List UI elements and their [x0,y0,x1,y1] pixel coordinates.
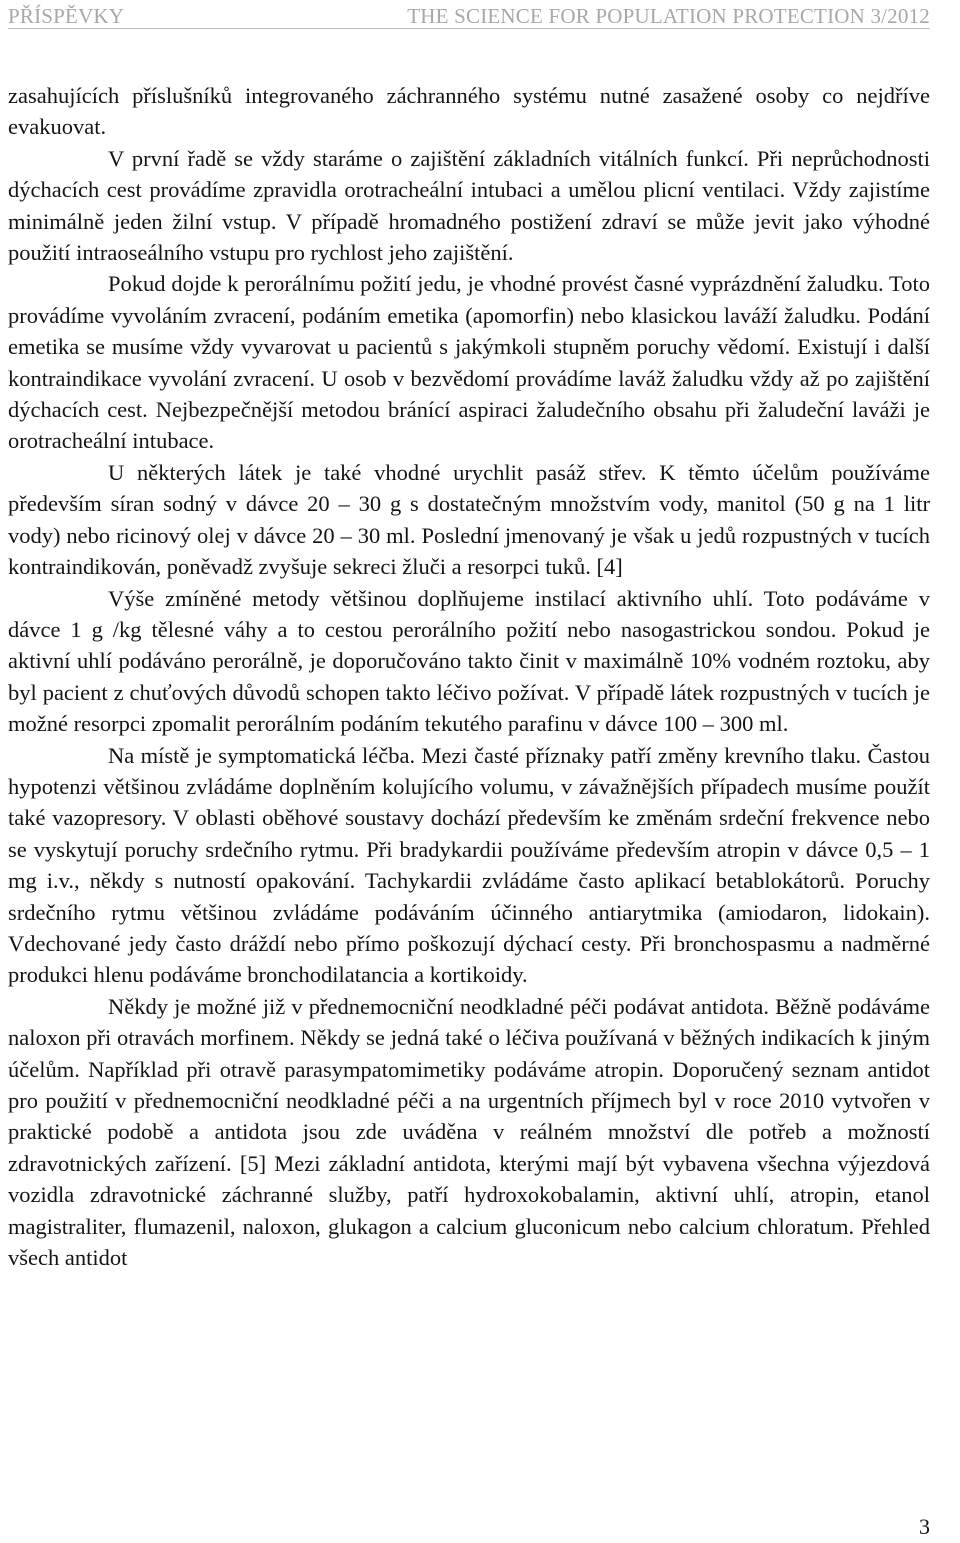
paragraph: Pokud dojde k perorálnímu požití jedu, je vhodné provést časné vyprázdnění žaludku. Toto provádíme vyvoláním zvracení, podáním emetika (apomorfin) nebo klasickou laváží žaludku. Podání emetika se musíme vždy vyvarovat u pacientů s jakýmkoli stupněm poruchy vědomí. Existují i další kontraindikace vyvolání zvracení. U osob v bezvědomí provádíme laváž žaludku vždy až po zajištění dýchacích cest. Nejbezpečnější metodou bránící aspiraci žaludečního obsahu při žaludeční laváži je orotracheální intubace. [8,271,930,454]
header-section: PŘÍSPĚVKY [8,4,125,28]
page-number: 3 [919,1514,930,1539]
header-journal: THE SCIENCE FOR POPULATION PROTECTION 3/2012 [407,4,930,28]
paragraph: U některých látek je také vhodné urychlit pasáž střev. K těmto účelům používáme především síran sodný v dávce 20 – 30 g s dostatečným množstvím vody, manitol (50 g na 1 litr vody) nebo ricinový olej v dávce 20 – 30 ml. Poslední jmenovaný je však u jedů rozpustných v tucích kontraindikován, poněvadž zvyšuje sekreci žluči a resorpci tuků. [4] [8,459,930,580]
paragraph: Výše zmíněné metody většinou doplňujeme instilací aktivního uhlí. Toto podáváme v dávce 1 g /kg tělesné váhy a to cestou perorálního požití nebo nasogastrickou sondou. Pokud je aktivní uhlí podáváno perorálně, je doporučováno takto činit v maximálně 10% vodném roztoku, aby byl pacient z chuťových důvodů schopen takto léčivo požívat. V případě látek rozpustných v tucích je možné resorpci zpomalit perorálním podáním tekutého parafinu v dávce 100 – 300 ml. [8,585,930,737]
paragraph: zasahujících příslušníků integrovaného záchranného systému nutné zasažené osoby co nejdříve evakuovat. [8,83,930,140]
paragraph: V první řadě se vždy staráme o zajištění základních vitálních funkcí. Při neprůchodnosti dýchacích cest provádíme zpravidla orotracheální intubaci a umělou plicní ventilaci. Vždy zajistíme minimálně jeden žilní vstup. V případě hromadného postižení zdraví se může jevit jako výhodné použití intraoseálního vstupu pro rychlost jeho zajištění. [8,145,930,266]
paragraph: Na místě je symptomatická léčba. Mezi časté příznaky patří změny krevního tlaku. Častou hypotenzi většinou zvládáme doplněním kolujícího volumu, v závažnějších případech musíme použít také vazopresory. V oblasti oběhové soustavy dochází především ke změnám srdeční frekvence nebo se vyskytují poruchy srdečního rytmu. Při bradykardii používáme především atropin v dávce 0,5 – 1 mg i.v., někdy s nutností opakování. Tachykardii zvládáme často aplikací betablokátorů. Poruchy srdečního rytmu většinou zvládáme podáváním účinného antiarytmika (amiodaron, lidokain). Vdechované jedy často dráždí nebo přímo poškozují dýchací cesty. Při bronchospasmu a nadměrné produkci hlenu podáváme bronchodilatancia a kortikoidy. [8,742,930,988]
paragraph: Někdy je možné již v přednemocniční neodkladné péči podávat antidota. Běžně podáváme naloxon při otravách morfinem. Někdy se jedná také o léčiva používaná v běžných indikacích k jiným účelům. Například při otravě parasympatomimetiky podáváme atropin. Doporučený seznam antidot pro použití v přednemocniční neodkladné péči a na urgentních příjmech byl v roce 2010 vytvořen v praktické podobě a antidota jsou zde uváděna v reálném množství dle potřeb a možností zdravotnických zařízení. [5] Mezi základní antidota, kterými mají být vybavena všechna výjezdová vozidla zdravotnické záchranné služby, patří hydroxokobalamin, aktivní uhlí, atropin, etanol magistraliter, flumazenil, naloxon, glukagon a calcium gluconicum nebo calcium chloratum. Přehled všech antidot [8,993,930,1271]
page-header [8,4,930,29]
article-body [8,80,930,1273]
